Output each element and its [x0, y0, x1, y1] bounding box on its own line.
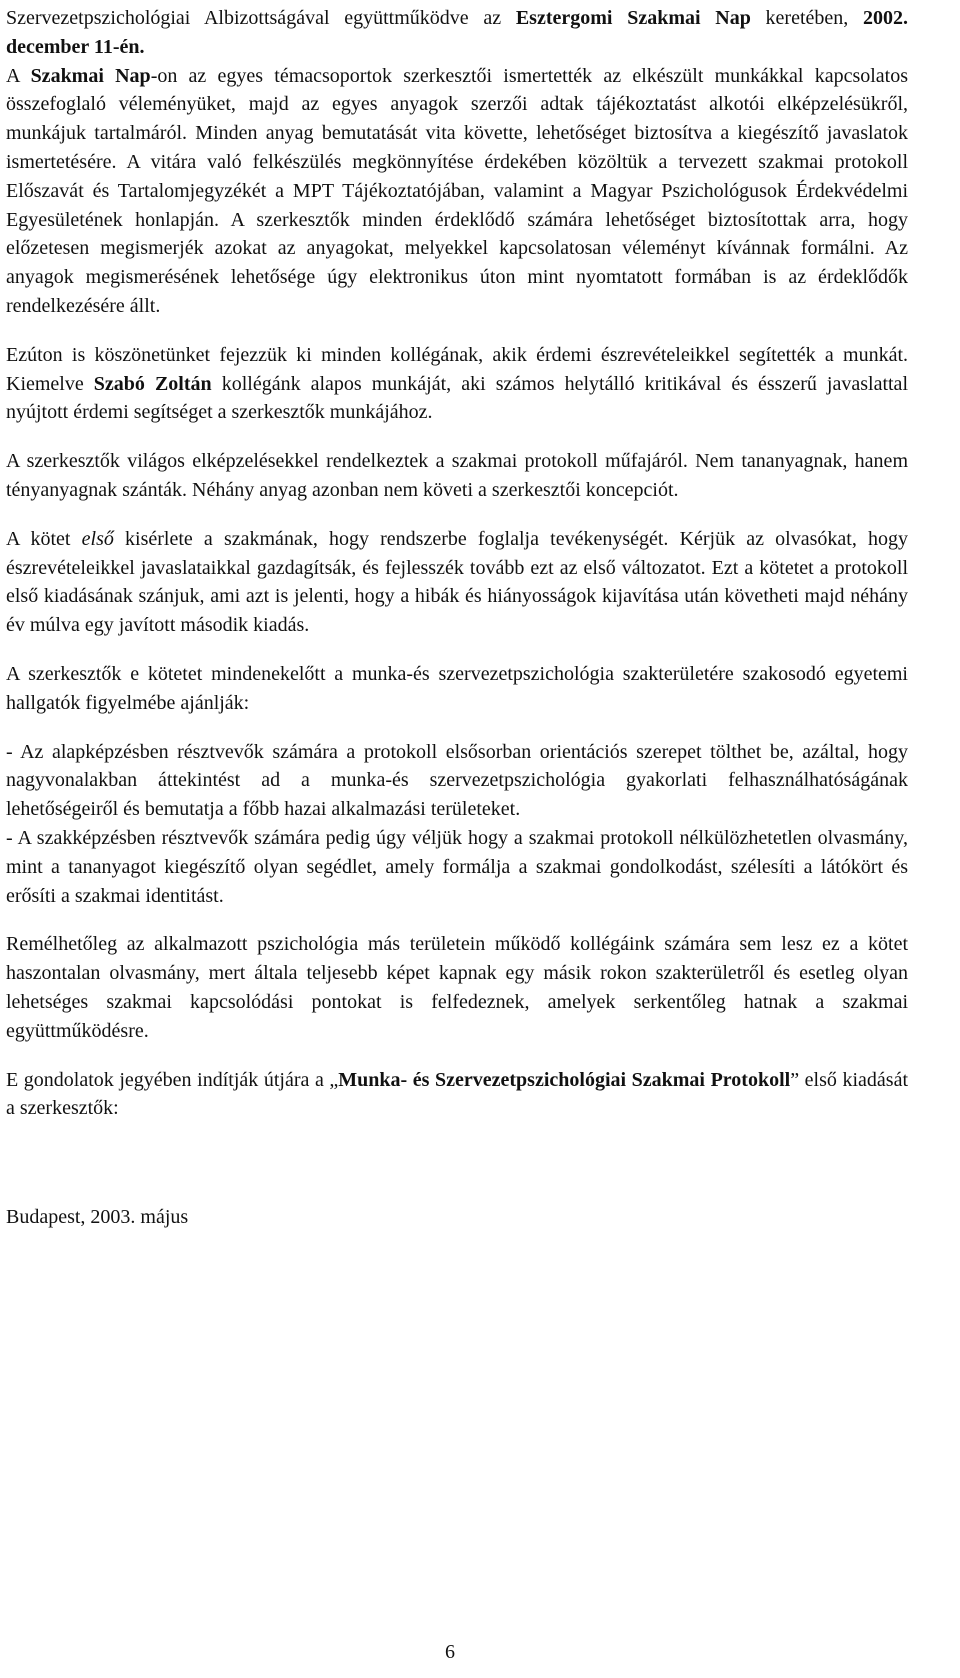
paragraph-szakmai-nap [6, 62, 908, 321]
text-span: A kötet [6, 527, 82, 550]
paragraph-recommendation: A szerkesztők e kötetet mindenekelőtt a munka-és szervezetpszichológia szakterületére szakosodó egyetemi hallgatók figyelmébe ajánlják: [6, 662, 908, 714]
text-span: ” első kiadását a szerkesztők: [6, 1068, 909, 1120]
text-span: kollégánk alapos munkáját, aki számos helytálló kritikával és ésszerű javaslattal nyújtott érdemi segítséget a szerkesztők munkájához. [6, 372, 908, 424]
text-span: Ezúton is köszönetünket fejezzük ki minden kollégának, akik érdemi észrevételeikkel segítették a munkát. Kiemelve [6, 343, 908, 395]
list-item-basic-training: - Az alapképzésben résztvevők számára a protokoll elsősorban orientációs szerepet tölthet be, azáltal, hogy nagyvonalakban áttekintést ad a munka-és szervezetpszichológia gyakorlati felhasználhatóságának lehetőségeiről és bemutatja a főbb hazai alkalmazási területeket. [6, 740, 908, 821]
paragraph-intro [6, 4, 908, 62]
text-span: kisérlete a szakmának, hogy rendszerbe foglalja tevékenységét. Kérjük az olvasókat, hogy észrevételeikkel javaslataikkal gazdagítsák, és fejlesszék tovább ezt az első változatot. Ezt a kötetet a protokoll első kiadásának szánjuk, ami azt is jelenti, hogy a hibák és hiányosságok kijavítása után követheti majd néhány év múlva egy javított második kiadás. [6, 527, 908, 637]
bold-text: Munka- és Szervezetpszichológiai Szakmai Protokoll [338, 1068, 791, 1091]
text-span: Szervezetpszichológiai Albizottságával együttműködve az [6, 7, 516, 29]
paragraph-other-fields: Remélhetőleg az alkalmazott pszichológia más területein működő kollégáink számára sem lesz ez a kötet haszontalan olvasmány, mert általa teljesebb képet kapnak egy másik rokon szakterületről és esetleg olyan lehetséges szakmai kapcsolódási pontokat is felfedeznek, amelyek serkentőleg hatnak a szakmai együttműködésre. [6, 933, 908, 1042]
page-number: 6 [445, 1641, 455, 1663]
list-item-specialist-training: - A szakképzésben résztvevők számára pedig úgy véljük hogy a szakmai protokoll nélkülözhetetlen olvasmány, mint a tananyagot kiegészítő olyan segédlet, amely formálja a szakmai gondolkodást, szélesíti a látókört és erősíti a szakmai identitást. [6, 826, 908, 907]
italic-text: első [81, 527, 114, 550]
paragraph-editors-concept: A szerkesztők világos elképzelésekkel rendelkeztek a szakmai protokoll műfajáról. Nem tananyagnak, hanem tényanyagnak szánták. Néhány anyag azonban nem követi a szerkesztői koncepciót. [6, 450, 908, 501]
paragraph-acknowledgement [6, 341, 908, 427]
text-span: -on az egyes témacsoportok szerkesztői ismertették az elkészült munkákkal kapcsolatos összefoglaló véleményüket, majd az egyes anyagok szerzői adtak tájékoztatást alkotói elképzelésükről, munkájuk tartalmáról. Minden anyag bemutatását vita követte, lehetőséget biztosítva a kiegészítő javaslatok ismertetésére. A vitára való felkészülés megkönnyítése érdekében közöltük a tervezett szakmai protokoll Előszavát és Tartalomjegyzékét a MPT Tájékoztatójában, valamint a Magyar Pszichológusok Érdekvédelmi Egyesületének honlapján. A szerkesztők minden érdeklődő számára lehetőséget biztosítottak arra, hogy előzetesen megismerjék azokat az anyagokat, melyekkel kapcsolatosan véleményt kívánnak formálni. Az anyagok megismerésének lehetősége úgy elektronikus úton mint nyomtatott formában is az érdeklődők rendelkezésére állt. [6, 64, 909, 317]
bold-text: Szakmai Nap [30, 64, 151, 87]
body-text [6, 4, 908, 1232]
bold-text: 2002. december 11-én. [6, 7, 908, 58]
paragraph-first-edition [6, 525, 908, 640]
place-date: Budapest, 2003. május [6, 1206, 189, 1229]
text-span: A [6, 64, 31, 87]
text-span: E gondolatok jegyében indítják útjára a „ [6, 1068, 339, 1091]
bold-text: Szabó Zoltán [93, 372, 212, 395]
bold-text: Esztergomi Szakmai Nap [515, 7, 751, 29]
paragraph-closing [6, 1066, 908, 1124]
text-span: keretében, [750, 7, 863, 29]
